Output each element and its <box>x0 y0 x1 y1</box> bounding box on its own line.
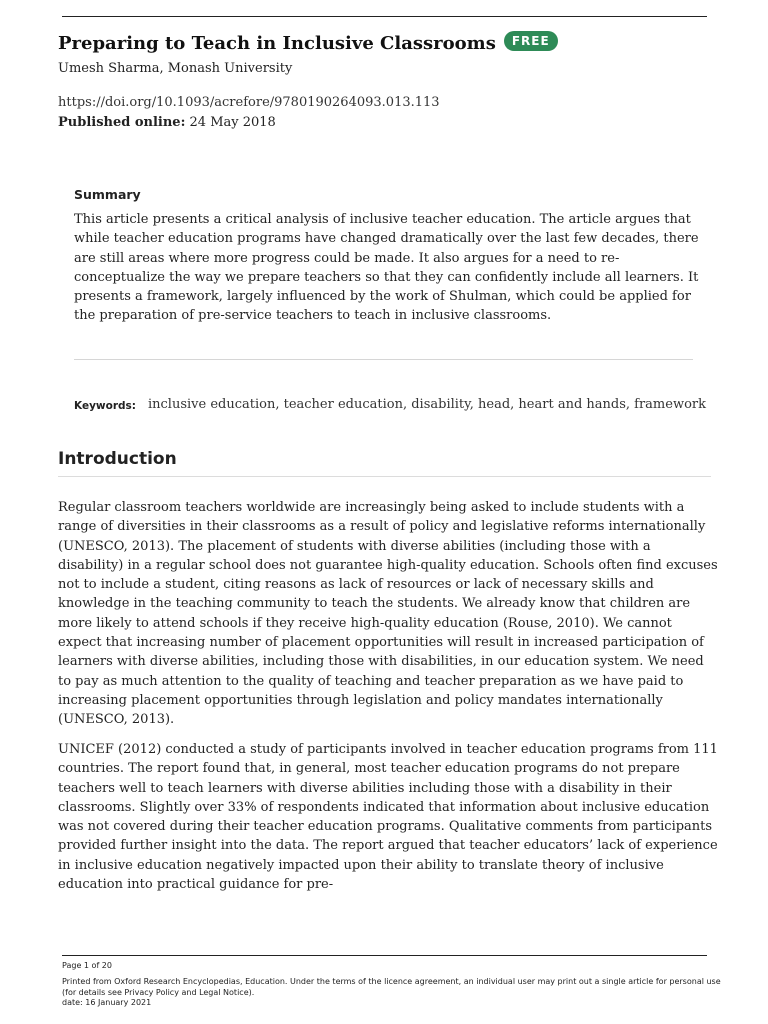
published-line <box>58 115 276 130</box>
keywords-list: inclusive education, teacher education, disability, head, heart and hands, framework <box>148 397 706 412</box>
summary-heading: Summary <box>74 187 141 202</box>
title-row <box>58 33 558 54</box>
introduction-divider <box>58 476 711 477</box>
page-number: Page 1 of 20 <box>62 961 112 970</box>
keywords-label: Keywords: <box>74 400 136 412</box>
header-divider <box>62 16 707 17</box>
introduction-heading: Introduction <box>58 449 177 469</box>
free-badge: FREE <box>504 31 558 51</box>
summary-divider <box>74 359 693 360</box>
doi-link[interactable]: https://doi.org/10.1093/acrefore/9780190264093.013.113 <box>58 95 440 110</box>
body-paragraph: UNICEF (2012) conducted a study of participants involved in teacher education programs from 111 countries. The report found that, in general, most teacher education programs do not prepare teachers well to teach learners with diverse abilities including those with a disability in their classrooms. Slightly over 33% of respondents indicated that information about inclusive education was not covered during their teacher education programs. Qualitative comments from participants provided further insight into the data. The report argued that teacher educators’ lack of experience in inclusive education negatively impacted upon their ability to translate theory of inclusive education into practical guidance for pre- <box>58 742 718 893</box>
published-label: Published online: <box>58 115 186 130</box>
author-line: Umesh Sharma, Monash University <box>58 61 293 76</box>
summary-text: This article presents a critical analysis of inclusive teacher education. The article argues that while teacher education programs have changed dramatically over the last few decades, there are still areas where more progress could be made. It also argues for a need to re-conceptualize the way we prepare teachers so that they can confidently include all learners. It presents a framework, largely influenced by the work of Shulman, which could be applied for the preparation of pre-service teachers to teach in inclusive classrooms. <box>74 212 699 324</box>
print-notice: Printed from Oxford Research Encyclopedias, Education. Under the terms of the licence agreement, an individual user may print out a single article for personal use (for details see Privacy Policy and Legal Notice). <box>62 977 721 997</box>
article-title: Preparing to Teach in Inclusive Classrooms <box>58 33 496 54</box>
print-date: date: 16 January 2021 <box>62 998 152 1007</box>
footer-divider <box>62 955 707 956</box>
published-date: 24 May 2018 <box>189 115 276 130</box>
body-paragraph: Regular classroom teachers worldwide are increasingly being asked to include students with a range of diversities in their classrooms as a result of policy and legislative reforms internationally (UNESCO, 2013). The placement of students with diverse abilities (including those with a disability) in a regular school does not guarantee high-quality education. Schools often find excuses not to include a student, citing reasons as lack of resources or lack of necessary skills and knowledge in the teaching community to teach the students. We already know that children are more likely to attend schools if they receive high-quality education (Rouse, 2010). We cannot expect that increasing number of placement opportunities will result in increased participation of learners with diverse abilities, including those with disabilities, in our education system. We need to pay as much attention to the quality of teaching and teacher preparation as we have paid to increasing placement opportunities through legislation and policy mandates internationally (UNESCO, 2013). <box>58 500 718 728</box>
